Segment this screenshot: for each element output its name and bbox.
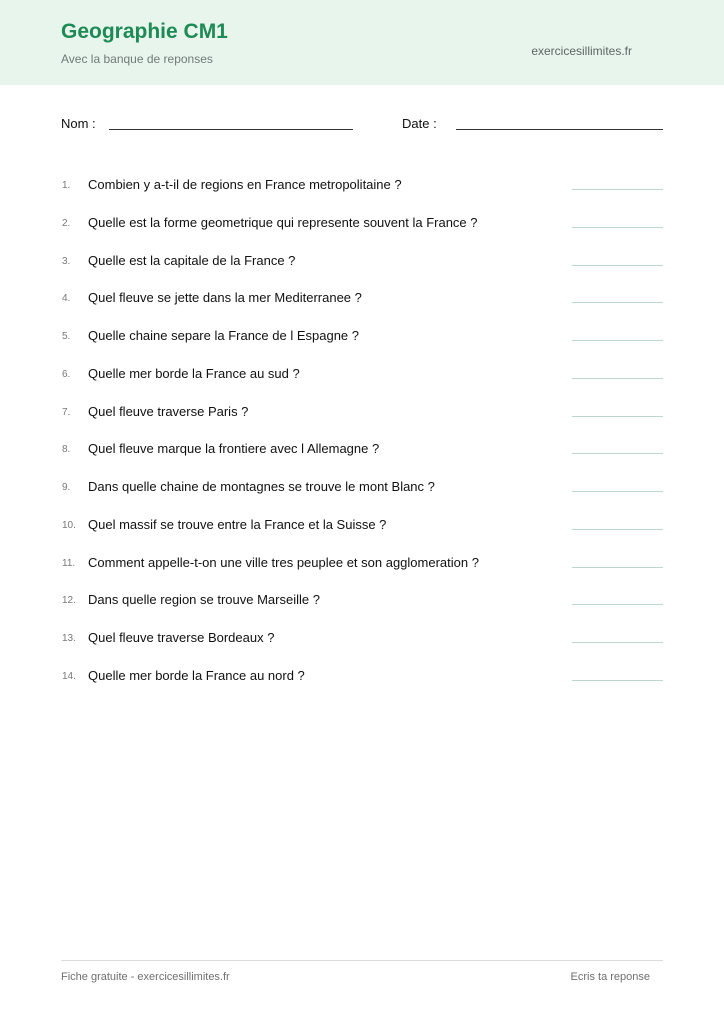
question-text: Quelle mer borde la France au nord ?	[88, 667, 305, 683]
answer-blank[interactable]	[572, 529, 663, 530]
answer-blank[interactable]	[572, 189, 663, 190]
question-text: Quelle est la capitale de la France ?	[88, 252, 296, 268]
answer-blank[interactable]	[572, 680, 663, 681]
question-row	[0, 627, 724, 651]
date-label: Date :	[402, 116, 437, 131]
question-row	[0, 250, 724, 274]
question-number: 2.	[62, 217, 71, 229]
question-number: 10.	[62, 519, 76, 531]
question-text: Quelle chaine separe la France de l Espagne ?	[88, 328, 360, 343]
question-number: 7.	[62, 406, 71, 418]
answer-blank[interactable]	[572, 604, 663, 605]
answer-blank[interactable]	[572, 302, 663, 303]
question-row	[0, 438, 724, 462]
question-row	[0, 325, 724, 349]
question-row	[0, 476, 724, 500]
question-text: Quel fleuve traverse Paris ?	[88, 403, 249, 419]
question-row	[0, 552, 724, 576]
date-field[interactable]	[456, 129, 663, 130]
question-text: Quel fleuve se jette dans la mer Mediterranee ?	[88, 290, 362, 306]
footer-instruction: Ecris ta reponse	[570, 971, 650, 983]
question-number: 12.	[62, 595, 76, 607]
name-label: Nom :	[61, 116, 96, 131]
question-number: 14.	[62, 670, 76, 682]
question-row	[0, 174, 724, 198]
page-header	[0, 0, 724, 85]
question-row	[0, 401, 724, 425]
answer-blank[interactable]	[572, 642, 663, 643]
question-text: Quel massif se trouve entre la France et la Suisse ?	[88, 516, 387, 532]
question-text: Dans quelle region se trouve Marseille ?	[88, 592, 320, 608]
question-number: 1.	[62, 180, 71, 191]
question-number: 8.	[62, 444, 71, 456]
footer-source: Fiche gratuite - exercicesillimites.fr	[61, 971, 230, 983]
site-name: exercicesillimites.fr	[531, 44, 632, 58]
question-row	[0, 287, 724, 311]
question-number: 3.	[62, 255, 71, 267]
question-text: Dans quelle chaine de montagnes se trouve le mont Blanc ?	[88, 479, 435, 494]
answer-blank[interactable]	[572, 453, 663, 454]
question-number: 4.	[62, 293, 71, 305]
page-title: Geographie CM1	[61, 20, 228, 43]
question-row	[0, 212, 724, 236]
answer-blank[interactable]	[572, 567, 663, 568]
question-text: Comment appelle-t-on une ville tres peuplee et son agglomeration ?	[88, 554, 479, 570]
question-number: 13.	[62, 633, 76, 644]
question-row	[0, 363, 724, 387]
question-number: 11.	[62, 557, 76, 569]
answer-blank[interactable]	[572, 340, 663, 341]
footer-divider	[61, 960, 663, 961]
question-text: Quelle mer borde la France au sud ?	[88, 365, 300, 381]
answer-blank[interactable]	[572, 416, 663, 417]
question-row	[0, 589, 724, 613]
question-text: Quel fleuve traverse Bordeaux ?	[88, 630, 275, 645]
question-number: 5.	[62, 331, 71, 342]
answer-blank[interactable]	[572, 265, 663, 266]
answer-blank[interactable]	[572, 378, 663, 379]
answer-blank[interactable]	[572, 491, 663, 492]
question-text: Quelle est la forme geometrique qui represente souvent la France ?	[88, 214, 478, 230]
question-number: 9.	[62, 482, 71, 493]
question-number: 6.	[62, 368, 71, 380]
question-text: Quel fleuve marque la frontiere avec l Allemagne ?	[88, 441, 380, 457]
question-text: Combien y a-t-il de regions en France metropolitaine ?	[88, 177, 402, 192]
answer-blank[interactable]	[572, 227, 663, 228]
page-subtitle: Avec la banque de reponses	[61, 52, 213, 66]
question-row	[0, 665, 724, 689]
question-row	[0, 514, 724, 538]
name-field[interactable]	[109, 129, 353, 130]
